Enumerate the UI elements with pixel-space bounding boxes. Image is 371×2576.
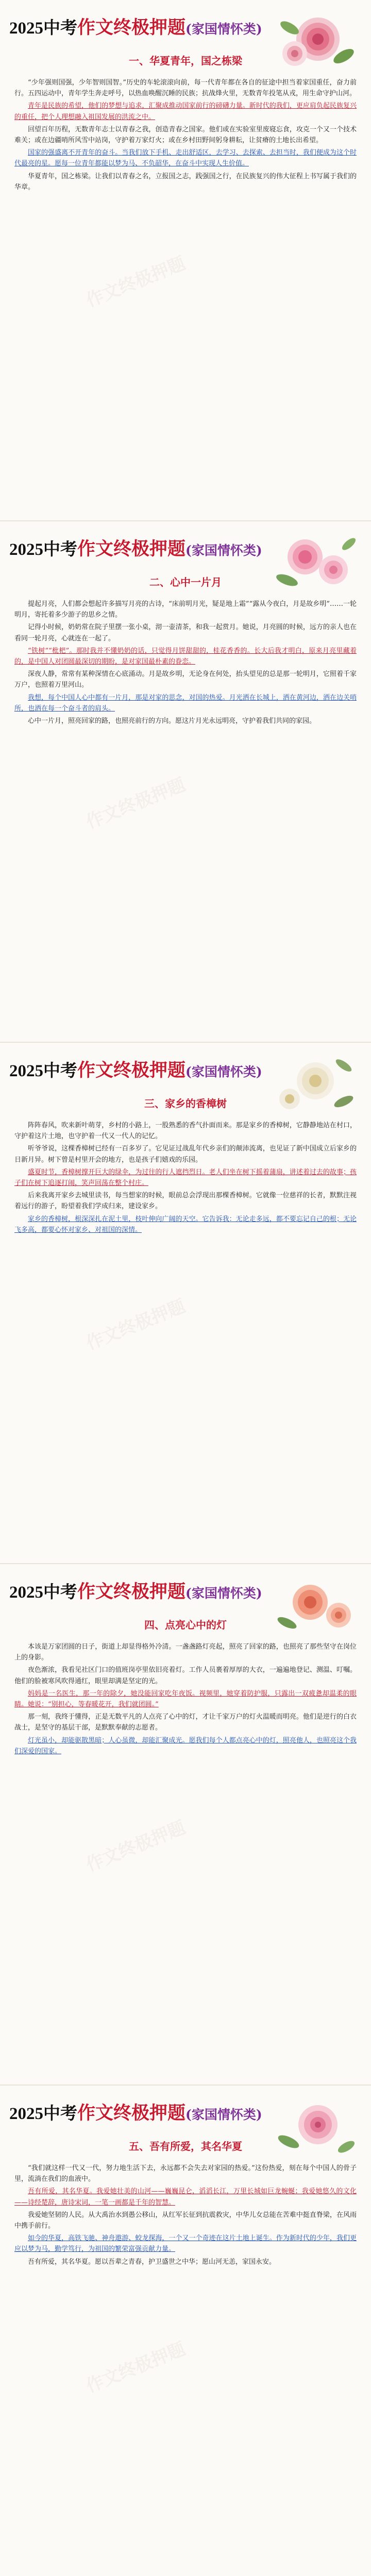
- section-header: [0, 1564, 371, 1641]
- paragraph-highlighted: 家乡的香樟树，根深深扎在泥土里，枝叶伸向广阔的天空。它告诉我：无论走多远，都不要忘记自己的根；无论飞多高，都要心怀对家乡、对祖国的深情。: [14, 1215, 357, 1234]
- series-title: 2025中考作文终极押题(家国情怀类): [9, 1581, 262, 1602]
- paragraph: 本该是万家团圆的日子，街道上却显得格外冷清。一盏盏路灯亮起，照亮了回家的路，也照亮了那些坚守在岗位上的身影。: [14, 1643, 357, 1662]
- paragraph: 回望百年历程，无数青年志士以青春之我，创造青春之国家。他们或在实验室里废寝忘食，攻克一个又一个技术难关；或在边疆哨所风雪中站岗，守护着万家灯火；或在乡村田野间躬身耕耘，让贫瘠的土地长出希望。: [14, 125, 357, 145]
- watermark: 作文终极押题: [83, 2338, 189, 2397]
- section-header: [0, 2086, 371, 2163]
- section-header: [0, 1043, 371, 1120]
- series-title: 2025中考作文终极押题(家国情怀类): [9, 538, 262, 560]
- paragraph-highlighted: 国家的强盛离不开青年的奋斗。当我们放下手机、走出舒适区，去学习、去探索、去担当时，我们便成为这个时代最亮的星。愿每一位青年都能以梦为马、不负韶华，在奋斗中实现人生价值。: [14, 149, 357, 168]
- paragraph: 记得小时候，奶奶常在院子里摆一张小桌，沏一壶清茶，和我一起赏月。她说，月亮圆的时候，远方的亲人也在看同一轮月亮，心就连在一起了。: [14, 623, 357, 642]
- watermark: 作文终极押题: [83, 252, 189, 312]
- paragraph: 听爷爷说，这棵香樟树已经有一百多岁了。它见证过战乱年代乡亲们的颠沛流离，也见证了新中国成立后家乡的日新月异。树下曾是村里开会的地方，也是孩子们嬉戏的乐园。: [14, 1145, 357, 1164]
- paragraph-highlighted: “铁树”“枇杷”。那时我并不懂奶奶的话，只觉得月饼甜甜的，桂花香香的。长大后我才明白，原来月亮里藏着的，是中国人对团圆最深切的期盼，是对家国最朴素的眷恋。: [14, 647, 357, 666]
- paragraph: 我爱她坚韧的人民。从大禹治水到愚公移山，从红军长征到抗震救灾，中华儿女总能在苦难中挺直脊梁，在风雨中携手前行。: [14, 2211, 357, 2230]
- paragraph: “我们就这样一代又一代，努力地生活下去，永远都不会失去对家园的热爱。”这份热爱，刻在每个中国人的骨子里，流淌在我们的血液中。: [14, 2164, 357, 2183]
- paragraph-highlighted: 吾有所爱，其名华夏。我爱她壮美的山河——巍巍昆仑，滔滔长江，万里长城如巨龙蜿蜒；我爱她悠久的文化——诗经楚辞，唐诗宋词，一笔一画都是千年的智慧。: [14, 2188, 357, 2207]
- paragraph-highlighted: 妈妈是一名医生，那一年的除夕，她没能回家吃年夜饭。视频里，她穿着防护服，只露出一双疲惫却温柔的眼睛。她说：“别担心，等春暖花开，我们就团圆。”: [14, 1689, 357, 1709]
- essay-section-5: [0, 2086, 371, 2576]
- series-title: 2025中考作文终极押题(家国情怀类): [9, 2103, 262, 2124]
- section-title: 四、点亮心中的灯: [144, 1619, 227, 1631]
- essay-section-4: [0, 1564, 371, 2084]
- paragraph: “少年强则国强，少年智则国智。”历史的车轮滚滚向前，每一代青年都在各自的征途中担当着家国重任，奋力前行。五四运动中，青年学生奔走呼号，以热血唤醒沉睡的民族；抗战烽火里，无数青年投笔从戎，用生命守护山河。: [14, 79, 357, 98]
- paragraph: 吾有所爱，其名华夏。愿以吾辈之青春，护卫盛世之中华；愿山河无恙，家国永安。: [28, 2258, 276, 2266]
- paragraph: 深夜人静，常常有某种深情在心底涌动。月是故乡明，无论身在何处，抬头望见的总是那一轮明月，它照着千家万户，也照着万里河山。: [14, 670, 357, 689]
- section-body: [14, 77, 357, 194]
- section-body: [14, 1641, 357, 1758]
- essay-section-3: [0, 1043, 371, 1563]
- paragraph: 那一刻，我终于懂得，正是无数平凡的人点亮了心中的灯，才让千家万户的灯火温暖而明亮。他们是逆行的白衣战士，是坚守的基层干部，是默默奉献的志愿者。: [14, 1713, 357, 1732]
- paragraph-highlighted: 如今的华夏，高铁飞驰、神舟遨游、蛟龙探海，一个又一个奇迹在这片土地上诞生。作为新时代的少年，我们更应以梦为马，勤学笃行，为祖国的繁荣富强贡献力量。: [14, 2234, 357, 2253]
- essay-section-1: [0, 0, 371, 520]
- section-body: [14, 599, 357, 728]
- paragraph: 心中一片月，照亮回家的路，也照亮前行的方向。愿这片月光永远明亮，守护着我们共同的家园。: [28, 717, 316, 725]
- paragraph-highlighted: 灯光虽小，却能驱散黑暗；人心虽微，却能汇聚成光。愿我们每个人都点亮心中的灯，照亮他人，也照亮这个我们深爱的国家。: [14, 1736, 357, 1755]
- essay-section-2: [0, 521, 371, 1042]
- section-header: [0, 521, 371, 599]
- watermark: 作文终极押题: [83, 1817, 189, 1876]
- paragraph: 夜色渐浓，我看见社区门口的值班岗亭里依旧亮着灯。工作人员裹着厚厚的大衣，一遍遍地登记、测温、叮嘱。他们的脸被寒风吹得通红，眼里却满是坚定的光。: [14, 1666, 357, 1685]
- watermark: 作文终极押题: [83, 774, 189, 833]
- section-title: 二、心中一片月: [149, 576, 222, 588]
- paragraph: 提起月亮，人们都会想起许多描写月亮的古诗，“床前明月光，疑是地上霜”“露从今夜白，月是故乡明”……一轮明月，寄托着多少游子的思乡之情。: [14, 600, 357, 619]
- paragraph: 华夏青年，国之栋梁。让我们以青春之名，立报国之志，践强国之行，在民族复兴的伟大征程上书写属于我们的华章。: [14, 172, 357, 191]
- section-title: 一、华夏青年，国之栋梁: [129, 55, 242, 67]
- section-body: [14, 2163, 357, 2269]
- paragraph-highlighted: 盛夏时节，香樟树撑开巨大的绿伞，为过往的行人遮挡烈日。老人们坐在树下摇着蒲扇，讲述着过去的故事；孩子们在树下追逐打闹，笑声回荡在整个村庄。: [14, 1168, 357, 1188]
- paragraph: 后来我离开家乡去城里读书，每当想家的时候，眼前总会浮现出那棵香樟树。它就像一位慈祥的长者，默默注视着远行的游子，盼望着我们学成归来，建设家乡。: [14, 1192, 357, 1211]
- section-header: [0, 0, 371, 77]
- section-title: 三、家乡的香樟树: [144, 1097, 227, 1110]
- paragraph: 阵阵春风，吹来新叶萌芽，乡村的小路上，一股熟悉的香气扑面而来。那是家乡的香樟树，它静静地站在村口，守护着这片土地，也守护着一代又一代人的记忆。: [14, 1122, 357, 1141]
- paragraph-highlighted: 我想，每个中国人心中都有一片月，那是对家的思念，对国的热爱。月光洒在长城上，洒在黄河边，洒在边关哨所，也洒在每一个奋斗者的肩头。: [14, 693, 357, 713]
- section-body: [14, 1120, 357, 1237]
- series-title: 2025中考作文终极押题(家国情怀类): [9, 17, 262, 38]
- watermark: 作文终极押题: [83, 1295, 189, 1354]
- section-title: 五、吾有所爱，其名华夏: [129, 2140, 242, 2153]
- paragraph-highlighted: 青年是民族的希望，他们的梦想与追求，汇聚成推动国家前行的磅礴力量。新时代的我们，更应肩负起民族复兴的重任，把个人理想融入祖国发展的洪流之中。: [14, 102, 357, 121]
- series-title: 2025中考作文终极押题(家国情怀类): [9, 1060, 262, 1081]
